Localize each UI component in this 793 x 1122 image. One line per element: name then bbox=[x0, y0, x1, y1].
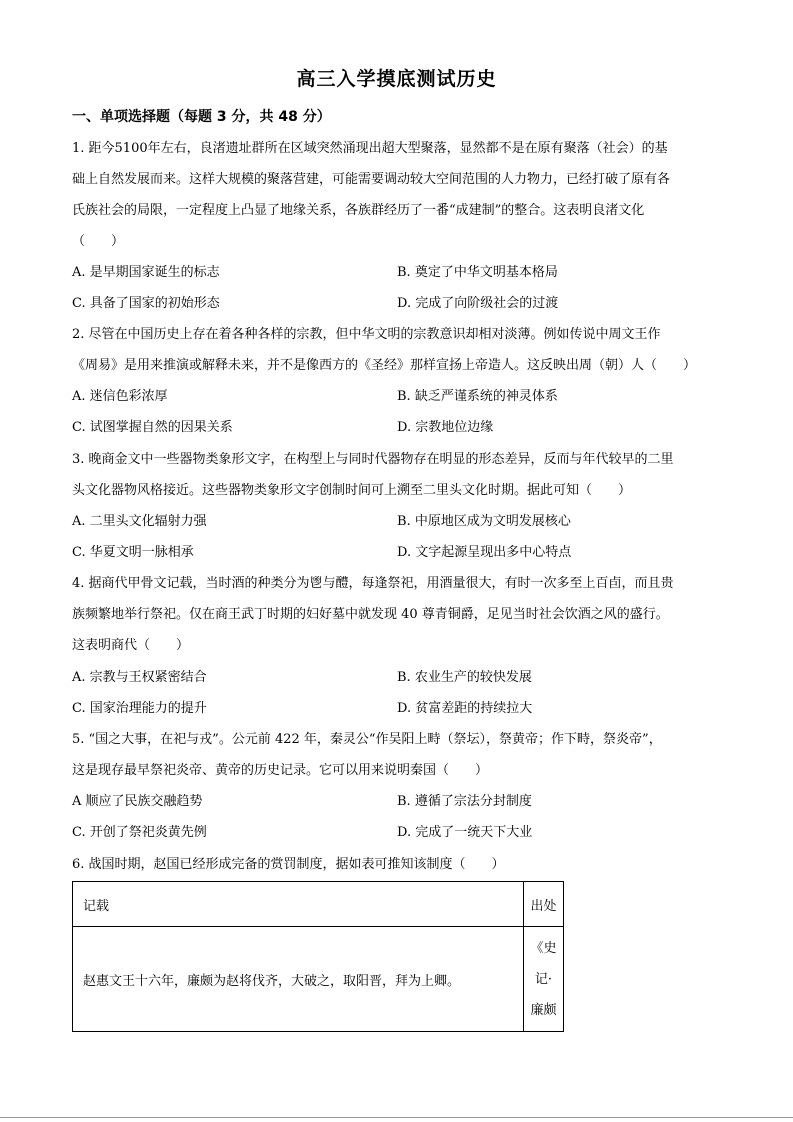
option-c[interactable]: C. 华夏文明一脉相承 bbox=[72, 545, 194, 560]
option-b[interactable]: B. 奠定了中华文明基本格局 bbox=[397, 265, 558, 280]
source-table bbox=[72, 881, 564, 1032]
option-a[interactable]: A. 是早期国家诞生的标志 bbox=[72, 265, 220, 280]
table-cell-source bbox=[524, 927, 564, 1032]
option-a[interactable]: A. 宗教与王权紧密结合 bbox=[72, 670, 207, 685]
option-c[interactable]: C. 具备了国家的初始形态 bbox=[72, 296, 220, 311]
option-b[interactable]: B. 遵循了宗法分封制度 bbox=[397, 794, 532, 809]
question-1-options bbox=[72, 257, 732, 319]
question-2-options bbox=[72, 381, 732, 443]
question-text-line: 这表明商代（ ） bbox=[72, 638, 190, 653]
question-text-line: 3. 晚商金文中一些器物类象形文字，在构型上与同时代器物存在明显的形态差异，反而与年代较早的二里 bbox=[72, 452, 674, 467]
question-text-line: 这是现存最早祭祀炎帝、黄帝的历史记录。它可以用来说明秦国（ ） bbox=[72, 763, 489, 778]
option-a[interactable]: A. 迷信色彩浓厚 bbox=[72, 389, 168, 404]
question-text-line: 头文化器物风格接近。这些器物类象形文字创制时间可上溯至二里头文化时期。据此可知（ ） bbox=[72, 483, 632, 498]
question-1 bbox=[72, 133, 732, 257]
option-d[interactable]: D. 贫富差距的持续拉大 bbox=[397, 701, 533, 716]
question-5-options bbox=[72, 786, 732, 848]
question-5 bbox=[72, 724, 732, 786]
option-d[interactable]: D. 宗教地位边缘 bbox=[397, 420, 494, 435]
source-line: 记· bbox=[534, 971, 553, 987]
option-d[interactable]: D. 完成了向阶级社会的过渡 bbox=[397, 296, 559, 311]
section-heading: 一、单项选择题（每题 3 分，共 48 分） bbox=[72, 109, 331, 125]
option-d[interactable]: D. 完成了一统天下大业 bbox=[397, 825, 533, 840]
table-cell-record: 赵惠文王十六年，廉颇为赵将伐齐，大破之，取阳晋，拜为上卿。 bbox=[73, 927, 524, 1032]
question-text-line: （ ） bbox=[72, 234, 125, 249]
option-c[interactable]: C. 试图掌握自然的因果关系 bbox=[72, 420, 233, 435]
question-text-line: 1. 距今5100年左右，良渚遗址群所在区域突然涌现出超大型聚落，显然都不是在原有聚落（社会）的基 bbox=[72, 141, 668, 156]
question-text-line: 4. 据商代甲骨文记载，当时酒的种类分为鬯与醴，每逢祭祀，用酒量很大，有时一次多至上百卣，而且贵 bbox=[72, 576, 674, 591]
question-6 bbox=[72, 849, 732, 880]
question-4-options bbox=[72, 662, 732, 724]
option-b[interactable]: B. 中原地区成为文明发展核心 bbox=[397, 514, 571, 529]
table-header-record: 记载 bbox=[73, 882, 524, 927]
table-header-row bbox=[73, 882, 564, 927]
table-header-source: 出处 bbox=[524, 882, 564, 927]
question-2 bbox=[72, 319, 732, 381]
option-b[interactable]: B. 农业生产的较快发展 bbox=[397, 670, 532, 685]
question-text-line: 6. 战国时期，赵国已经形成完备的赏罚制度，据如表可推知该制度（ ） bbox=[72, 857, 505, 872]
source-line: 廉颇 bbox=[530, 1002, 557, 1018]
page-title: 高三入学摸底测试历史 bbox=[296, 68, 497, 90]
question-text-line: 氏族社会的局限，一定程度上凸显了地缘关系，各族群经历了一番“成建制”的整合。这表明良渚文化 bbox=[72, 203, 645, 218]
question-text-line: 2. 尽管在中国历史上存在着各种各样的宗教，但中华文明的宗教意识却相对淡薄。例如传说中周文王作 bbox=[72, 327, 661, 342]
option-d[interactable]: D. 文字起源呈现出多中心特点 bbox=[397, 545, 572, 560]
question-text-line: 础上自然发展而来。这样大规模的聚落营建，可能需要调动较大空间范围的人力物力，已经打破了原有各 bbox=[72, 172, 671, 187]
option-c[interactable]: C. 国家治理能力的提升 bbox=[72, 701, 207, 716]
footer-divider bbox=[0, 1117, 793, 1118]
question-3 bbox=[72, 444, 732, 506]
question-text-line: 族频繁地举行祭祀。仅在商王武丁时期的妇好墓中就发现 40 尊青铜爵，足见当时社会饮酒之风的盛行。 bbox=[72, 607, 669, 622]
table-row bbox=[73, 927, 564, 1032]
question-3-options bbox=[72, 506, 732, 568]
option-b[interactable]: B. 缺乏严谨系统的神灵体系 bbox=[397, 389, 558, 404]
question-4 bbox=[72, 568, 732, 661]
option-a[interactable]: A 顺应了民族交融趋势 bbox=[72, 794, 203, 809]
option-c[interactable]: C. 开创了祭祀炎黄先例 bbox=[72, 825, 207, 840]
question-text-line: 《周易》是用来推演或解释未来，并不是像西方的《圣经》那样宣扬上帝造人。这反映出周（朝）人（ ） bbox=[72, 358, 697, 373]
source-line: 《史 bbox=[530, 940, 557, 956]
option-a[interactable]: A. 二里头文化辐射力强 bbox=[72, 514, 207, 529]
question-text-line: 5. “国之大事，在祀与戎”。公元前 422 年，秦灵公“作吴阳上畤（祭坛），祭黄帝；作下畤，祭炎帝”， bbox=[72, 732, 662, 747]
